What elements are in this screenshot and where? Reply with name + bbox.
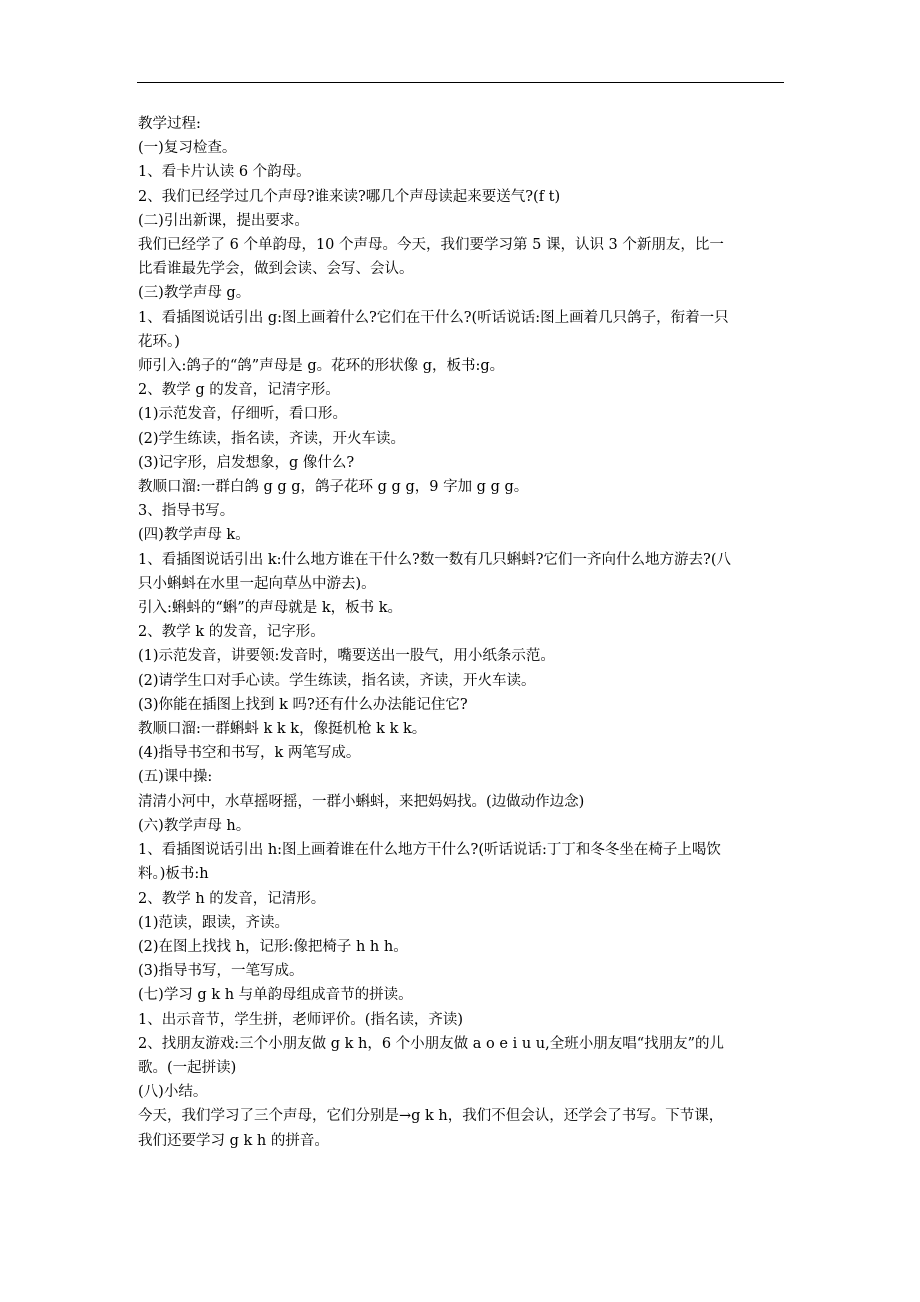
text-line: 我们还要学习 g k h 的拼音。 bbox=[138, 1132, 329, 1149]
text-line: (3)指导书写，一笔写成。 bbox=[138, 963, 304, 980]
text-line: 师引入:鸽子的“鸽”声母是 g。花环的形状像 g，板书:g。 bbox=[138, 358, 505, 375]
text-line: (4)指导书空和书写，k 两笔写成。 bbox=[138, 745, 361, 762]
text-line: 1、看插图说话引出 h:图上画着谁在什么地方干什么?(听话说话:丁丁和冬冬坐在椅子上喝饮 bbox=[138, 842, 721, 859]
text-line: (2)在图上找找 h，记形:像把椅子 h h h。 bbox=[138, 938, 408, 955]
text-line: (三)教学声母 g。 bbox=[138, 285, 251, 302]
text-line: 1、看插图说话引出 k:什么地方谁在干什么?数一数有几只蝌蚪?它们一齐向什么地方游去?(八 bbox=[138, 551, 731, 568]
text-line: (五)课中操: bbox=[138, 769, 213, 786]
text-line: 2、教学 h 的发音，记清形。 bbox=[138, 890, 326, 907]
text-line: (二)引出新课，提出要求。 bbox=[138, 212, 309, 229]
lesson-text bbox=[138, 112, 788, 1153]
text-line: 2、我们已经学过几个声母?谁来读?哪几个声母读起来要送气?(f t) bbox=[138, 188, 561, 205]
text-line: (3)你能在插图上找到 k 吗?还有什么办法能记住它? bbox=[138, 696, 468, 713]
text-line: (1)示范发音，讲要领:发音时，嘴要送出一股气，用小纸条示范。 bbox=[138, 648, 555, 665]
text-line: 引入:蝌蚪的“蝌”的声母就是 k，板书 k。 bbox=[138, 600, 403, 617]
text-line: 只小蝌蚪在水里一起向草丛中游去)。 bbox=[138, 575, 376, 592]
text-line: (2)请学生口对手心读。学生练读，指名读，齐读，开火车读。 bbox=[138, 672, 536, 689]
text-line: 1、出示音节，学生拼，老师评价。(指名读，齐读) bbox=[138, 1011, 464, 1028]
text-line: 教学过程: bbox=[138, 116, 201, 132]
text-line: 2、教学 k 的发音，记字形。 bbox=[138, 624, 325, 641]
text-line: (七)学习 g k h 与单韵母组成音节的拼读。 bbox=[138, 987, 413, 1004]
header-rule bbox=[137, 82, 784, 83]
text-line: 比看谁最先学会，做到会读、会写、会认。 bbox=[138, 261, 414, 278]
text-line: 2、找朋友游戏:三个小朋友做 g k h，6 个小朋友做 a o e i u u,全班小朋友唱“找朋友”的儿 bbox=[138, 1035, 725, 1052]
text-line: 清清小河中，水草摇呀摇，一群小蝌蚪，来把妈妈找。(边做动作边念) bbox=[138, 793, 585, 810]
text-line: 教顺口溜:一群白鸽 g g g，鸽子花环 g g g，9 字加 g g g。 bbox=[138, 479, 529, 496]
text-line: (1)范读，跟读，齐读。 bbox=[138, 914, 290, 931]
text-line: 教顺口溜:一群蝌蚪 k k k，像挺机枪 k k k。 bbox=[138, 721, 427, 738]
text-line: (一)复习检查。 bbox=[138, 140, 237, 157]
text-line: 2、教学 g 的发音，记清字形。 bbox=[138, 382, 340, 399]
text-line: (四)教学声母 k。 bbox=[138, 527, 250, 544]
text-line: 我们已经学了 6 个单韵母，10 个声母。今天，我们要学习第 5 课，认识 3 个新朋友，比一 bbox=[138, 237, 724, 254]
text-line: 料。)板书:h bbox=[138, 866, 209, 883]
text-line: 歌。(一起拼读) bbox=[138, 1059, 237, 1076]
text-line: (2)学生练读，指名读，齐读，开火车读。 bbox=[138, 430, 406, 447]
text-line: 1、看插图说话引出 g:图上画着什么?它们在干什么?(听话说话:图上画着几只鸽子，衔着一只 bbox=[138, 309, 729, 326]
text-line: 3、指导书写。 bbox=[138, 503, 235, 520]
text-line: 今天，我们学习了三个声母，它们分别是→g k h，我们不但会认，还学会了书写。下节课， bbox=[138, 1108, 724, 1125]
text-line: (六)教学声母 h。 bbox=[138, 817, 251, 834]
text-line: 花环。) bbox=[138, 333, 180, 350]
text-line: (1)示范发音，仔细听，看口形。 bbox=[138, 406, 348, 423]
text-line: (3)记字形，启发想象，g 像什么? bbox=[138, 454, 355, 471]
text-line: 1、看卡片认读 6 个韵母。 bbox=[138, 164, 311, 181]
text-line: (八)小结。 bbox=[138, 1084, 208, 1101]
